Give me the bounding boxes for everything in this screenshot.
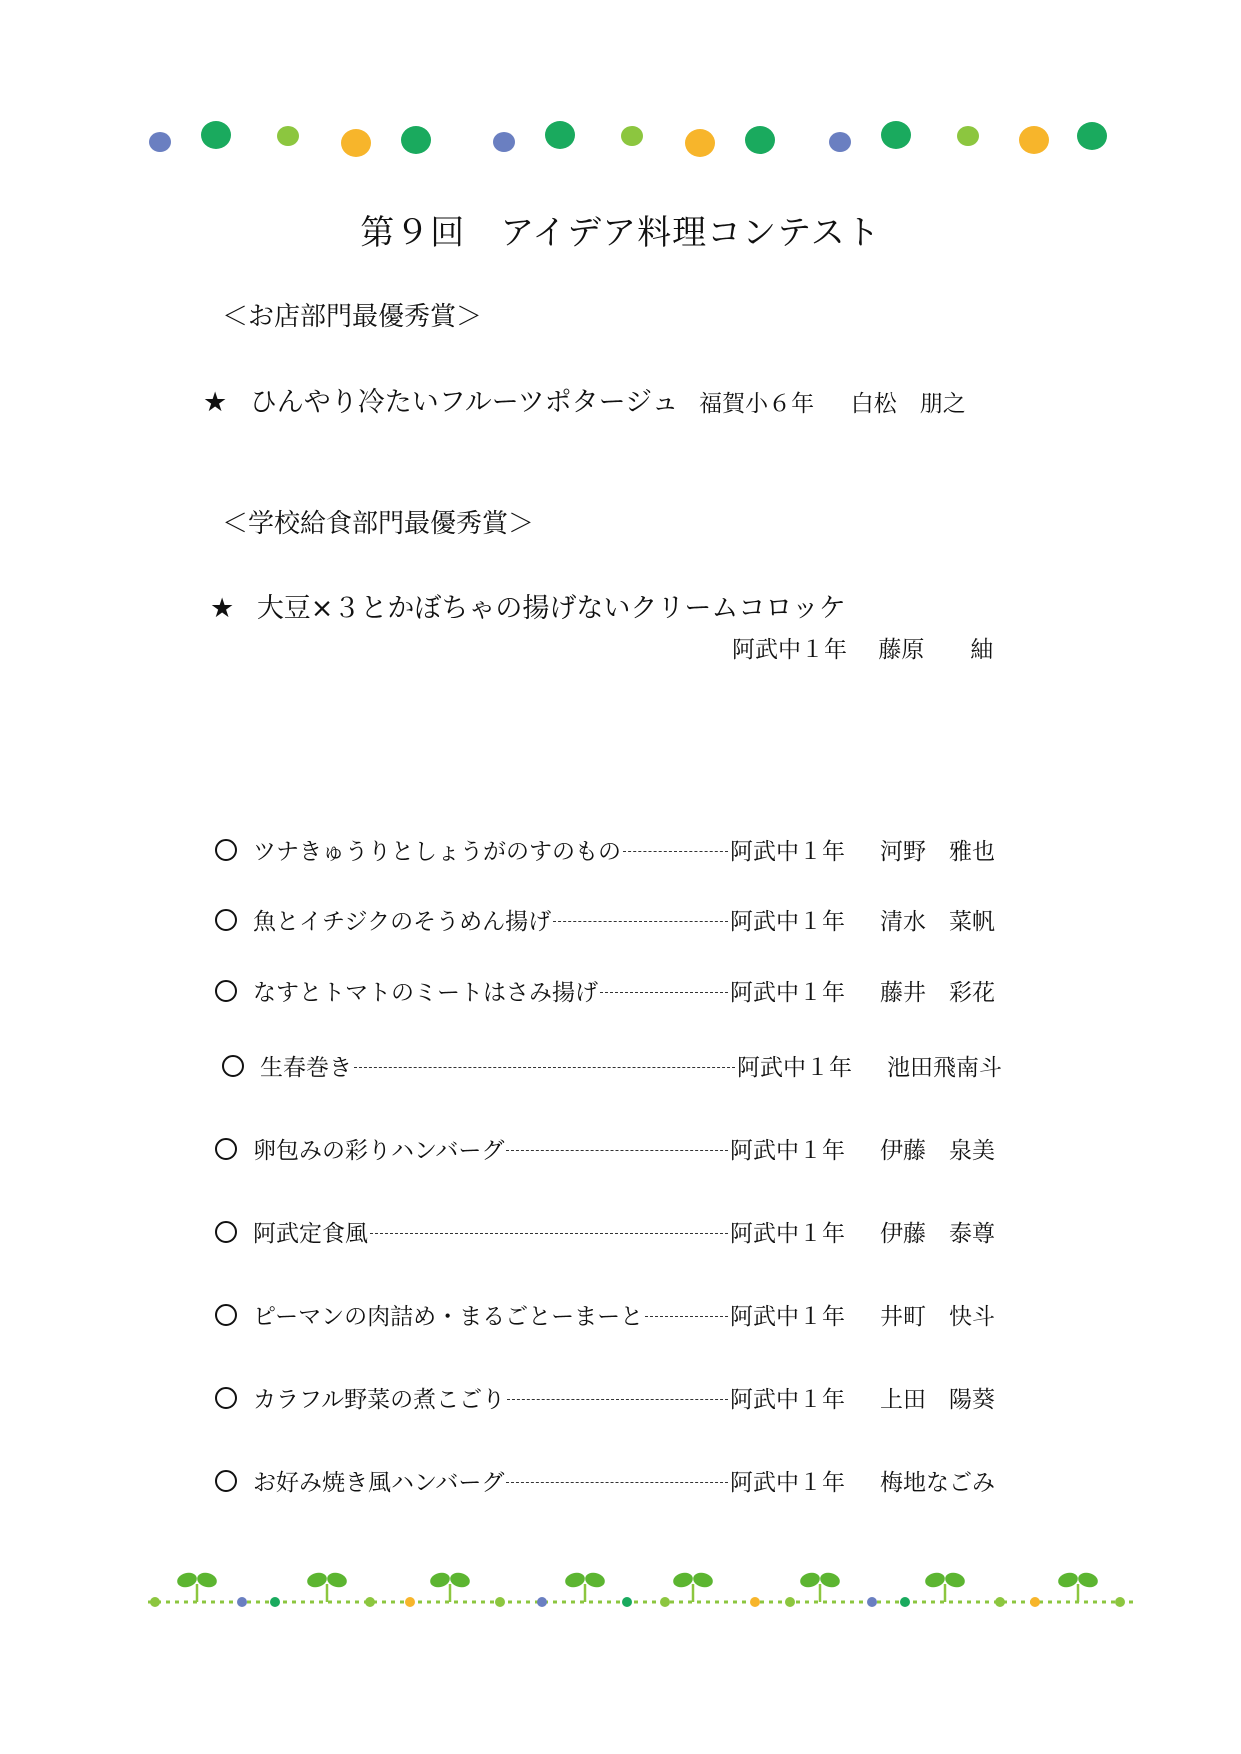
star-icon: ★ [203, 387, 228, 418]
entry-school: 阿武中１年 [730, 839, 845, 865]
entry-dish: 阿武定食風 [253, 1221, 368, 1247]
list-item [215, 1215, 1015, 1248]
entry-dish: 卵包みの彩りハンバーグ [253, 1138, 505, 1164]
list-item [215, 1464, 1015, 1497]
entry-student: 清水 菜帆 [880, 909, 995, 935]
school-lunch-section-heading: ＜学校給食部門最優秀賞＞ [222, 509, 535, 539]
circle-icon [215, 1221, 237, 1243]
entry-student: 河野 雅也 [880, 839, 995, 865]
sprout-icon [176, 1571, 219, 1602]
decorative-dot [745, 126, 775, 154]
entry-school: 阿武中１年 [730, 1304, 845, 1330]
vine-bead [237, 1597, 247, 1607]
shop-award-student: 白松 朋之 [850, 391, 966, 417]
entry-dish: ツナきゅうりとしょうがのすのもの [253, 839, 621, 865]
entry-student: 藤井 彩花 [880, 980, 995, 1006]
decorative-dot [621, 126, 643, 146]
entry-school: 阿武中１年 [730, 1221, 845, 1247]
circle-icon [215, 1304, 237, 1326]
vine-bead [867, 1597, 877, 1607]
sprout-icon [924, 1571, 967, 1602]
list-item [215, 974, 1015, 1007]
vine-bead [365, 1597, 375, 1607]
decorative-dot [1077, 122, 1107, 150]
entry-school: 阿武中１年 [737, 1055, 852, 1081]
entry-school: 阿武中１年 [730, 909, 845, 935]
vine-bead [150, 1597, 160, 1607]
shop-section-heading: ＜お店部門最優秀賞＞ [222, 302, 483, 332]
circle-icon [215, 1387, 237, 1409]
sprout-icon [1057, 1571, 1100, 1602]
circle-icon [215, 909, 237, 931]
list-item [215, 1132, 1015, 1165]
decorative-dot [881, 121, 911, 149]
vine-bead [1030, 1597, 1040, 1607]
list-item [215, 833, 1015, 866]
entry-dish: お好み焼き風ハンバーグ [253, 1470, 505, 1496]
vine-bead [900, 1597, 910, 1607]
decorative-dot [493, 132, 515, 152]
decorative-dot [957, 126, 979, 146]
entry-student: 池田飛南斗 [887, 1055, 1002, 1081]
entry-student: 上田 陽葵 [880, 1387, 995, 1413]
entry-school: 阿武中１年 [730, 980, 845, 1006]
circle-icon [215, 839, 237, 861]
dash-leader [553, 921, 728, 922]
entry-dish: カラフル野菜の煮こごり [253, 1387, 506, 1413]
decorative-dot [277, 126, 299, 146]
school-lunch-award-student: 藤原 紬 [878, 637, 994, 663]
vine-bead [995, 1597, 1005, 1607]
dash-leader [506, 1482, 728, 1483]
vine-bead [270, 1597, 280, 1607]
dash-leader [645, 1316, 728, 1317]
star-icon: ★ [210, 593, 235, 624]
entry-dish: 生春巻き [260, 1055, 352, 1081]
decorative-dot [1019, 126, 1049, 154]
entry-student: 伊藤 泉美 [880, 1138, 995, 1164]
circle-icon [222, 1055, 244, 1077]
decorative-dot [401, 126, 431, 154]
dash-leader [506, 1150, 728, 1151]
school-lunch-award-credit [732, 631, 993, 664]
decorative-sprout-border-bottom [0, 1560, 1241, 1620]
entry-school: 阿武中１年 [730, 1470, 845, 1496]
shop-award-school: 福賀小６年 [699, 391, 815, 417]
dash-leader [600, 992, 728, 993]
entry-dish: なすとトマトのミートはさみ揚げ [253, 980, 598, 1006]
vine-bead [1115, 1597, 1125, 1607]
school-lunch-award-dish: 大豆×３とかぼちゃの揚げないクリームコロッケ [256, 593, 846, 624]
entry-student: 伊藤 泰尊 [880, 1221, 995, 1247]
dash-leader [623, 851, 728, 852]
entry-dish: 魚とイチジクのそうめん揚げ [253, 909, 552, 935]
decorative-dot-border-top [0, 0, 1241, 190]
sprout-icon [429, 1571, 472, 1602]
circle-icon [215, 980, 237, 1002]
list-item [215, 1298, 1015, 1331]
school-lunch-award-school: 阿武中１年 [732, 637, 847, 663]
vine-bead [405, 1597, 415, 1607]
decorative-dot [149, 132, 171, 152]
dash-leader [370, 1233, 728, 1234]
dash-leader [354, 1067, 735, 1068]
sprout-icon [564, 1571, 607, 1602]
dash-leader [507, 1399, 728, 1400]
list-item [215, 1381, 1015, 1414]
list-item [222, 1049, 1022, 1082]
entry-student: 梅地なごみ [880, 1470, 995, 1496]
vine-bead [495, 1597, 505, 1607]
decorative-dot [829, 132, 851, 152]
decorative-dot [341, 129, 371, 157]
list-item [215, 903, 1015, 936]
sprout-icon [799, 1571, 842, 1602]
entry-school: 阿武中１年 [730, 1138, 845, 1164]
school-lunch-award-winner [210, 586, 846, 625]
vine-bead [750, 1597, 760, 1607]
decorative-dot [685, 129, 715, 157]
entry-dish: ピーマンの肉詰め・まるごとーまーと [253, 1304, 644, 1330]
vine-bead [785, 1597, 795, 1607]
sprout-icon [306, 1571, 349, 1602]
circle-icon [215, 1470, 237, 1492]
entry-school: 阿武中１年 [730, 1387, 845, 1413]
vine-bead [622, 1597, 632, 1607]
shop-award-winner [203, 380, 966, 419]
circle-icon [215, 1138, 237, 1160]
shop-award-dish: ひんやり冷たいフルーツポタージュ [249, 387, 679, 418]
sprout-icon [672, 1571, 715, 1602]
entry-student: 井町 快斗 [880, 1304, 995, 1330]
vine-bead [537, 1597, 547, 1607]
decorative-dot [201, 121, 231, 149]
vine-bead [660, 1597, 670, 1607]
page-title: 第９回 アイデア料理コンテスト [360, 213, 881, 253]
decorative-dot [545, 121, 575, 149]
